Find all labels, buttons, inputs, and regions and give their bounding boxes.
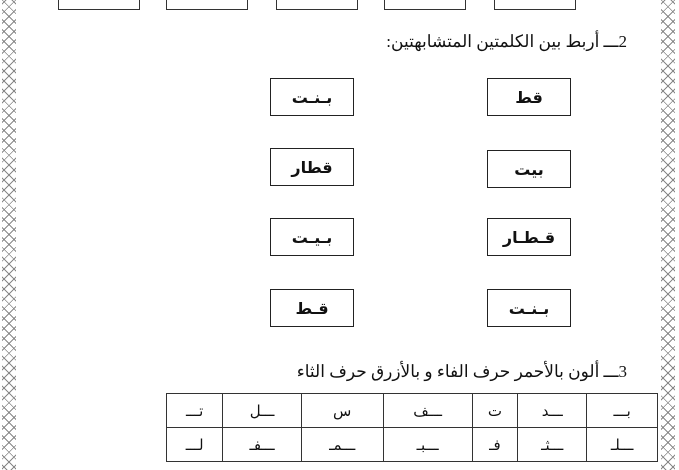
table-row (167, 394, 658, 428)
letter-cell[interactable]: لـــ (167, 428, 223, 462)
letter-cell[interactable]: ـــف (383, 394, 472, 428)
letter-cell[interactable]: ت (472, 394, 517, 428)
word-box-left-2[interactable]: قطار (270, 148, 354, 186)
letter-cell[interactable]: ـــمـ (301, 428, 383, 462)
letter-cell[interactable]: ـــد (518, 394, 587, 428)
table-row (167, 428, 658, 462)
decorative-border-left (2, 0, 16, 470)
question-3-title: 3ـــ ألون بالأحمر حرف الفاء و بالأزرق حرف الثاء (296, 362, 627, 381)
letter-cell[interactable]: تـــ (167, 394, 223, 428)
word-box-right-2[interactable]: بيت (487, 150, 571, 188)
letter-cell[interactable]: س (301, 394, 383, 428)
letter-cell[interactable]: ـــل (223, 394, 302, 428)
word-box-left-3[interactable]: بـيـت (270, 218, 354, 256)
letter-cell[interactable]: بـــ (587, 394, 658, 428)
previous-answer-box (384, 0, 466, 10)
letter-cell[interactable]: ـــفـ (223, 428, 302, 462)
previous-answer-box (166, 0, 248, 10)
word-box-right-1[interactable]: قط (487, 78, 571, 116)
word-box-right-3[interactable]: قـطـار (487, 218, 571, 256)
previous-answer-box (58, 0, 140, 10)
decorative-border-right (661, 0, 675, 470)
letter-cell[interactable]: فـ (472, 428, 517, 462)
previous-answer-box (494, 0, 576, 10)
word-box-left-4[interactable]: قـط (270, 289, 354, 327)
word-box-left-1[interactable]: بـنـت (270, 78, 354, 116)
letter-cell[interactable]: ـــثـ (518, 428, 587, 462)
letter-cell[interactable]: ـــبـ (383, 428, 472, 462)
letters-table (166, 393, 658, 462)
previous-answer-box (276, 0, 358, 10)
question-2-title: 2ـــ أربط بين الكلمتين المتشابهتين: (386, 32, 627, 51)
letter-cell[interactable]: ـــلـ (587, 428, 658, 462)
word-box-right-4[interactable]: بـنـت (487, 289, 571, 327)
